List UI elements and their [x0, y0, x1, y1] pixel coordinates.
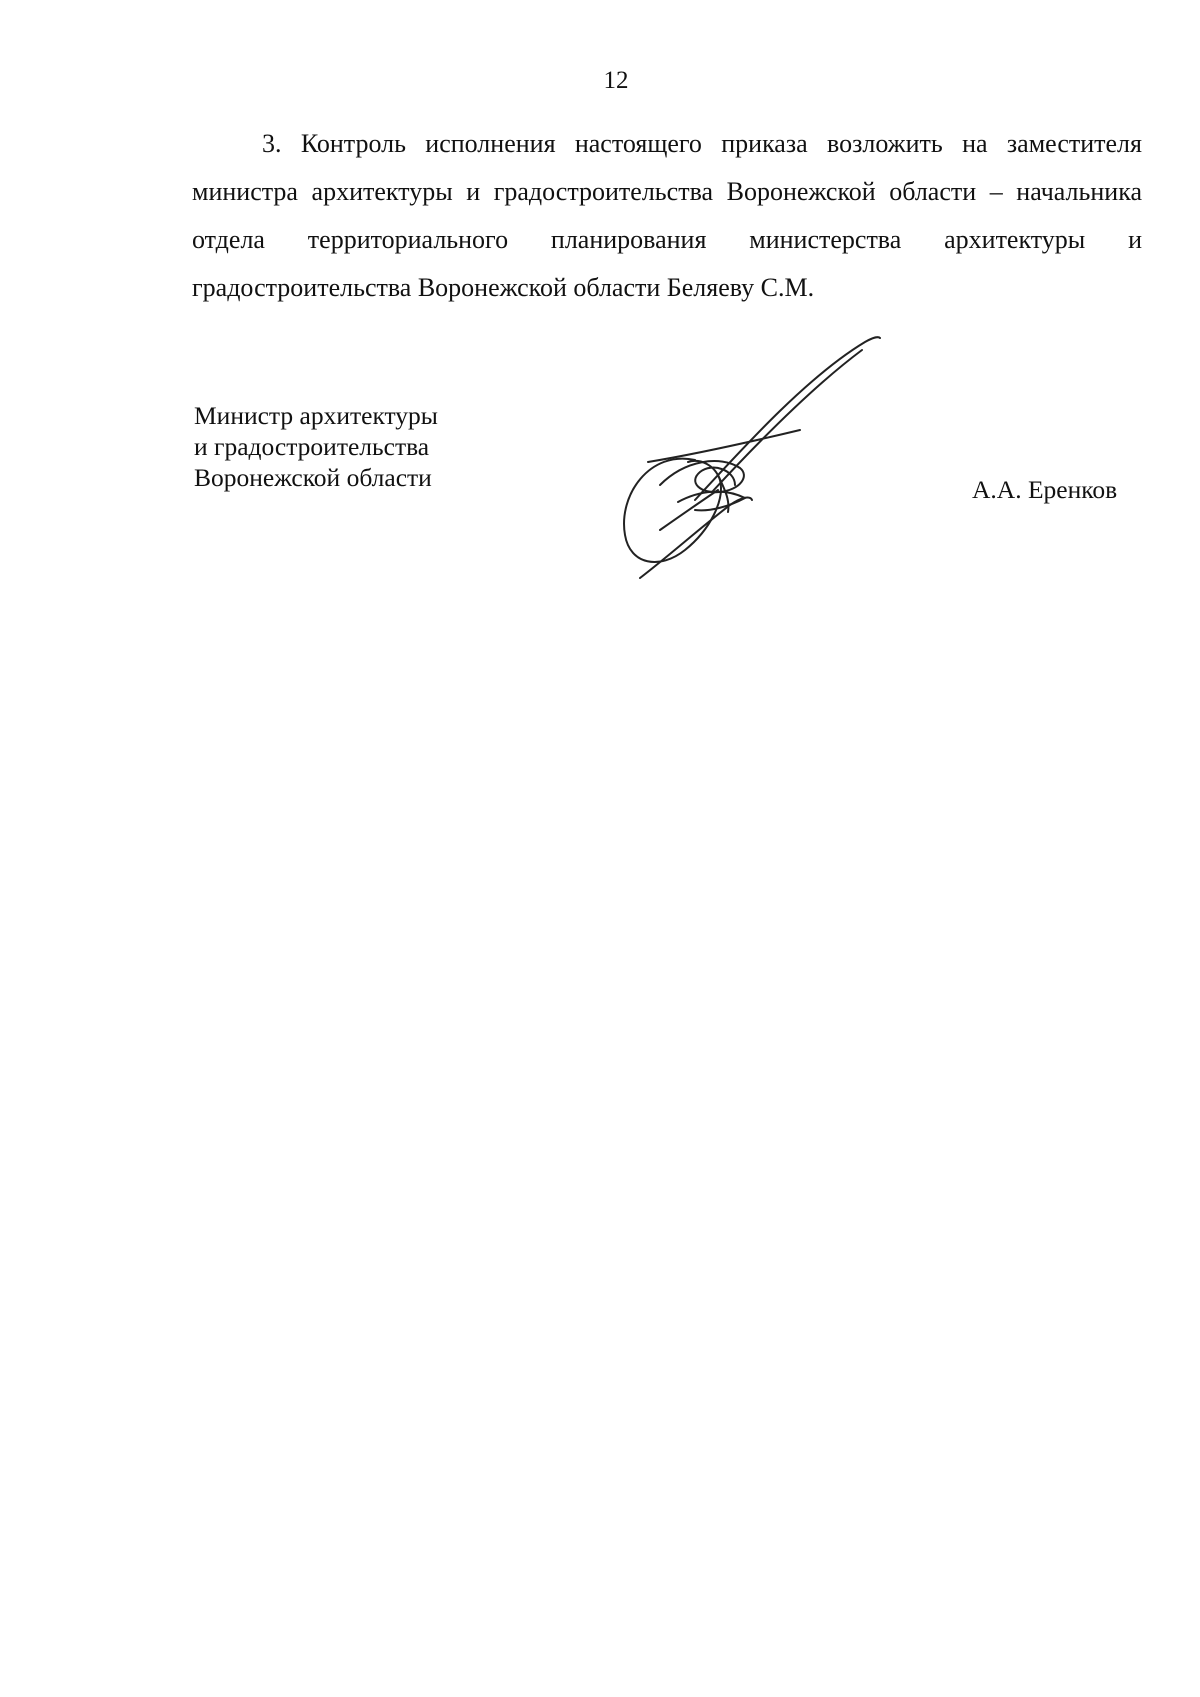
position-line-3: Воронежской области	[194, 463, 432, 492]
page-number: 12	[603, 67, 629, 94]
position-line-1: Министр архитектуры	[194, 401, 438, 430]
handwritten-signature-icon	[600, 330, 960, 590]
signatory-position	[194, 400, 438, 493]
signer-name: А.А. Еренков	[972, 475, 1118, 504]
position-line-2: и градостроительства	[194, 432, 430, 461]
body-paragraph: 3. Контроль исполнения настоящего приказа возложить на заместителя министра архитектуры и градостроительства Воронежской области – начальника отдела территориального планирования министерства архитектуры и градостроительства Воронежской области Беляеву С.М.	[192, 129, 1142, 302]
